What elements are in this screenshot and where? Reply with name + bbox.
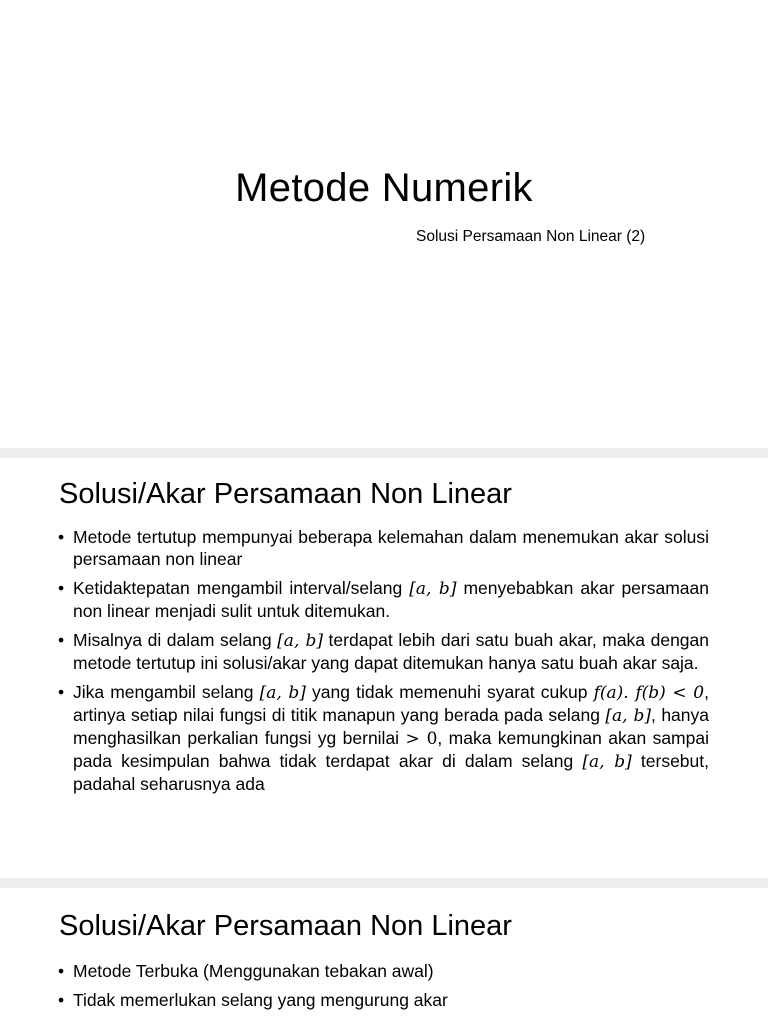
bullet-list xyxy=(58,960,709,1018)
bullet-item xyxy=(58,960,709,982)
bullet-item xyxy=(58,526,709,570)
bullet-dot: • xyxy=(58,527,65,547)
bullet-item xyxy=(58,577,709,622)
slide-title: Metode Numerik xyxy=(235,166,533,210)
bullet-text: menyebabkan akar persamaan non linear menjadi sulit untuk ditemukan. xyxy=(73,578,709,621)
slide-heading: Solusi/Akar Persamaan Non Linear xyxy=(59,478,512,510)
math-positive: > 0 xyxy=(405,729,438,749)
math-interval: [a, b] xyxy=(277,631,323,651)
bullet-text: Ketidaktepatan mengambil interval/selang xyxy=(73,578,410,598)
bullet-text: , hanya menghasilkan perkalian fungsi yg bernilai xyxy=(73,705,710,748)
bullet-text: Metode Terbuka (Menggunakan tebakan awal) xyxy=(73,961,434,981)
slide-heading: Solusi/Akar Persamaan Non Linear xyxy=(59,910,512,942)
bullet-text: Misalnya di dalam selang xyxy=(73,630,278,650)
math-condition: f(a). f(b) < 0 xyxy=(593,683,705,703)
bullet-dot: • xyxy=(58,990,65,1010)
bullet-dot: • xyxy=(58,961,65,981)
slide-separator xyxy=(0,448,768,458)
bullet-text: Jika mengambil selang xyxy=(73,682,260,702)
bullet-text: Metode tertutup mempunyai beberapa kelemahan dalam menemukan akar solusi persamaan non linear xyxy=(73,527,709,569)
bullet-text: , maka kemungkinan akan sampai pada kesimpulan bahwa tidak terdapat akar di dalam selang xyxy=(73,728,709,771)
bullet-text: , artinya setiap nilai fungsi di titik manapun yang berada pada selang xyxy=(73,682,709,725)
slide-separator xyxy=(0,878,768,888)
bullet-text: tersebut, padahal seharusnya ada xyxy=(73,751,709,794)
bullet-text: terdapat lebih dari satu buah akar, maka dengan metode tertutup ini solusi/akar yang dapat ditemukan hanya satu buah akar saja. xyxy=(73,630,709,673)
bullet-text: Tidak memerlukan selang yang mengurung akar xyxy=(73,990,448,1010)
bullet-text: yang tidak memenuhi syarat cukup xyxy=(305,682,594,702)
bullet-list xyxy=(58,526,709,802)
math-interval: [a, b] xyxy=(605,706,652,726)
bullet-dot: • xyxy=(58,630,65,650)
title-slide xyxy=(0,0,768,448)
bullet-item xyxy=(58,629,709,674)
bullet-dot: • xyxy=(58,682,65,702)
bullet-item xyxy=(58,681,709,795)
bullet-item xyxy=(58,989,709,1011)
math-interval: [a, b] xyxy=(582,752,632,772)
content-slide-1 xyxy=(0,458,768,878)
bullet-dot: • xyxy=(58,578,65,598)
slide-subtitle: Solusi Persamaan Non Linear (2) xyxy=(416,228,646,245)
content-slide-2 xyxy=(0,890,768,1024)
math-interval: [a, b] xyxy=(259,683,306,703)
math-interval: [a, b] xyxy=(409,579,457,599)
